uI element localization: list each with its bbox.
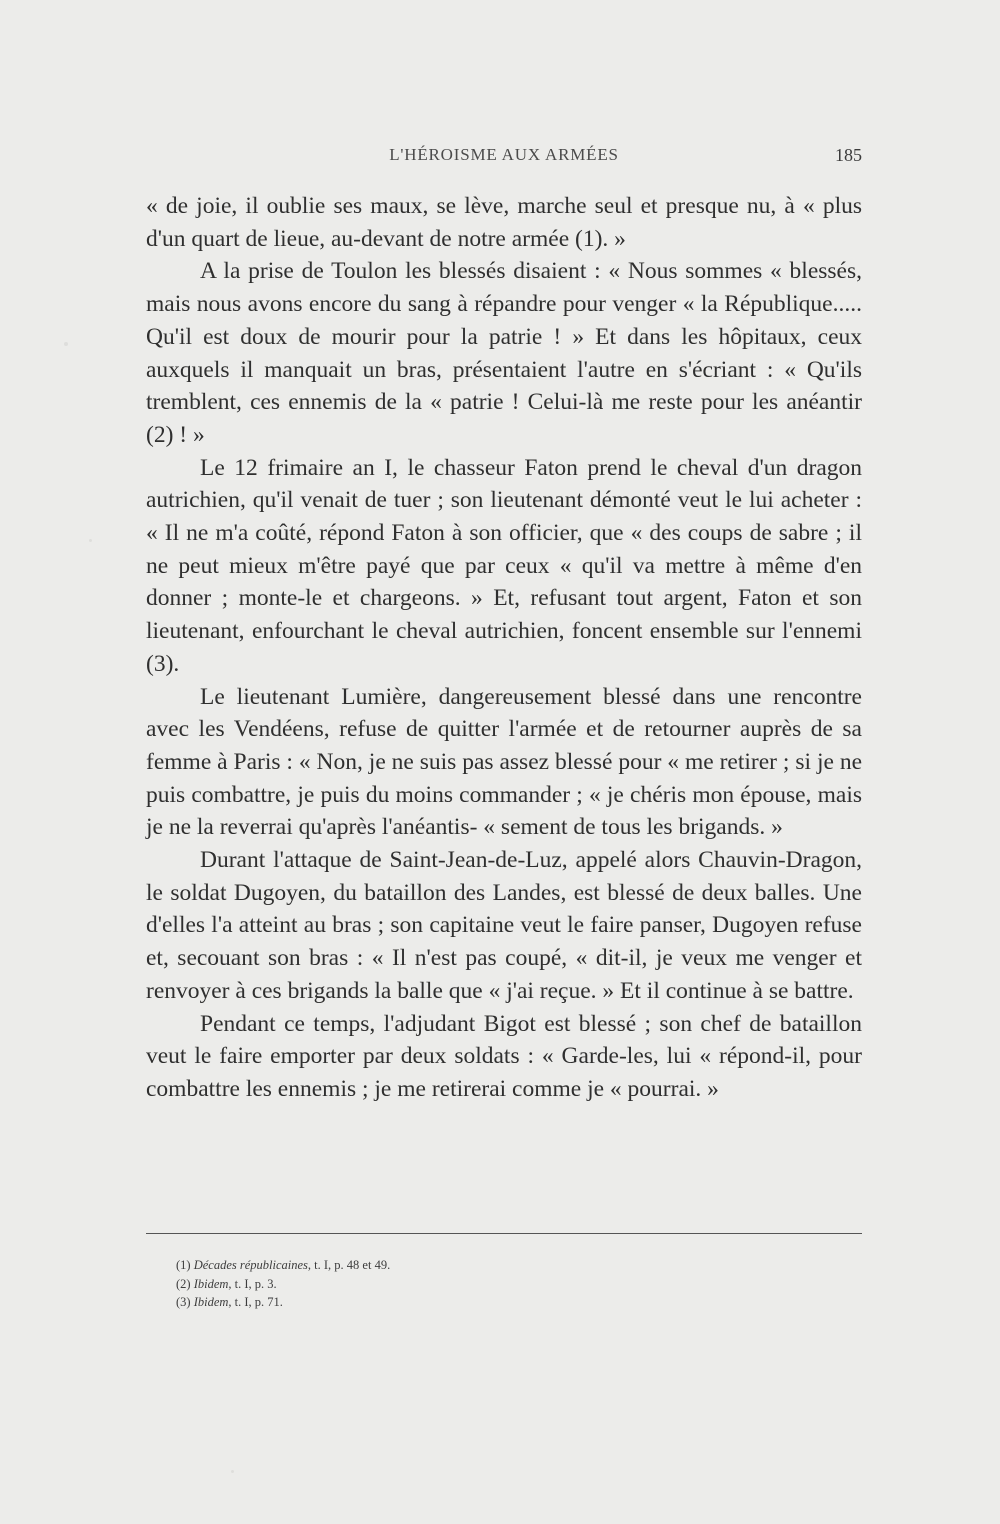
body-paragraph: A la prise de Toulon les blessés disaient : « Nous sommes « blessés, mais nous avons encore du sang à répandre pour venger « la République..... Qu'il est doux de mourir pour la patrie ! » Et dans les hôpitaux, ceux auxquels il manquait un bras, présentaient l'autre en s'écriant : « Qu'ils tremblent, ces ennemis de la « patrie ! Celui-là me reste pour les anéantir (2) ! »	[146, 258, 862, 448]
footnote-mark: (3)	[176, 1295, 191, 1309]
footnote	[176, 1275, 676, 1294]
footnote-mark: (2)	[176, 1276, 191, 1291]
footnotes	[176, 1256, 676, 1312]
paper-mark	[89, 539, 92, 542]
body-paragraph: Le lieutenant Lumière, dangereusement blessé dans une rencontre avec les Vendéens, refuse de quitter l'armée et de retourner auprès de sa femme à Paris : « Non, je ne suis pas assez blessé pour « me retirer ; si je ne puis combattre, je puis du moins commander ; « je chéris mon épouse, mais je ne la reverrai qu'après l'anéantis- « sement de tous les brigands. »	[146, 683, 862, 841]
body-paragraph: Le 12 frimaire an I, le chasseur Faton prend le cheval d'un dragon autrichien, qu'il venait de tuer ; son lieutenant démonté veut le lui acheter : « Il ne m'a coûté, répond Faton à son officier, que « des coups de sabre ; il ne peut mieux m'être payé que par ceux « qu'il va mettre à même d'en donner ; monte-le et chargeons. » Et, refusant tout argent, Faton et son lieutenant, enfourchant le cheval autrichien, foncent ensemble sur l'ennemi (3).	[146, 454, 862, 677]
page-header	[146, 145, 862, 169]
footnote-mark: (1)	[176, 1258, 191, 1272]
footnote-reference: , t. I, p. 3.	[228, 1276, 277, 1291]
page-body	[146, 190, 862, 1106]
body-paragraph: Pendant ce temps, l'adjudant Bigot est blessé ; son chef de bataillon veut le faire emporter par deux soldats : « Garde-les, lui « répond-il, pour combattre les ennemis ; je me retirerai comme je « pourrai. »	[146, 1010, 862, 1102]
footnote-reference: , t. I, p. 71.	[228, 1295, 283, 1309]
footnote-divider	[146, 1233, 862, 1234]
paper-mark	[231, 1470, 234, 1473]
body-paragraph: « de joie, il oublie ses maux, se lève, marche seul et presque nu, à « plus d'un quart de lieue, au-devant de notre armée (1). »	[146, 193, 862, 252]
footnote-title: Décades républicaines	[193, 1258, 308, 1272]
paper-mark	[64, 342, 68, 346]
footnote-title: Ibidem	[193, 1276, 229, 1291]
footnote-reference: , t. I, p. 48 et 49.	[307, 1258, 391, 1272]
footnote	[176, 1293, 676, 1312]
footnote-title: Ibidem	[193, 1295, 229, 1309]
body-paragraph: Durant l'attaque de Saint-Jean-de-Luz, appelé alors Chauvin-Dragon, le soldat Dugoyen, du bataillon des Landes, est blessé de deux balles. Une d'elles l'a atteint au bras ; son capitaine veut le faire panser, Dugoyen refuse et, secouant son bras : « Il n'est pas coupé, « dit-il, je veux me venger et renvoyer à ces brigands la balle que « j'ai reçue. » Et il continue à se battre.	[146, 847, 862, 1004]
running-head: L'HÉROISME AUX ARMÉES	[389, 145, 619, 164]
footnote	[176, 1256, 676, 1275]
page-number: 185	[835, 145, 862, 165]
